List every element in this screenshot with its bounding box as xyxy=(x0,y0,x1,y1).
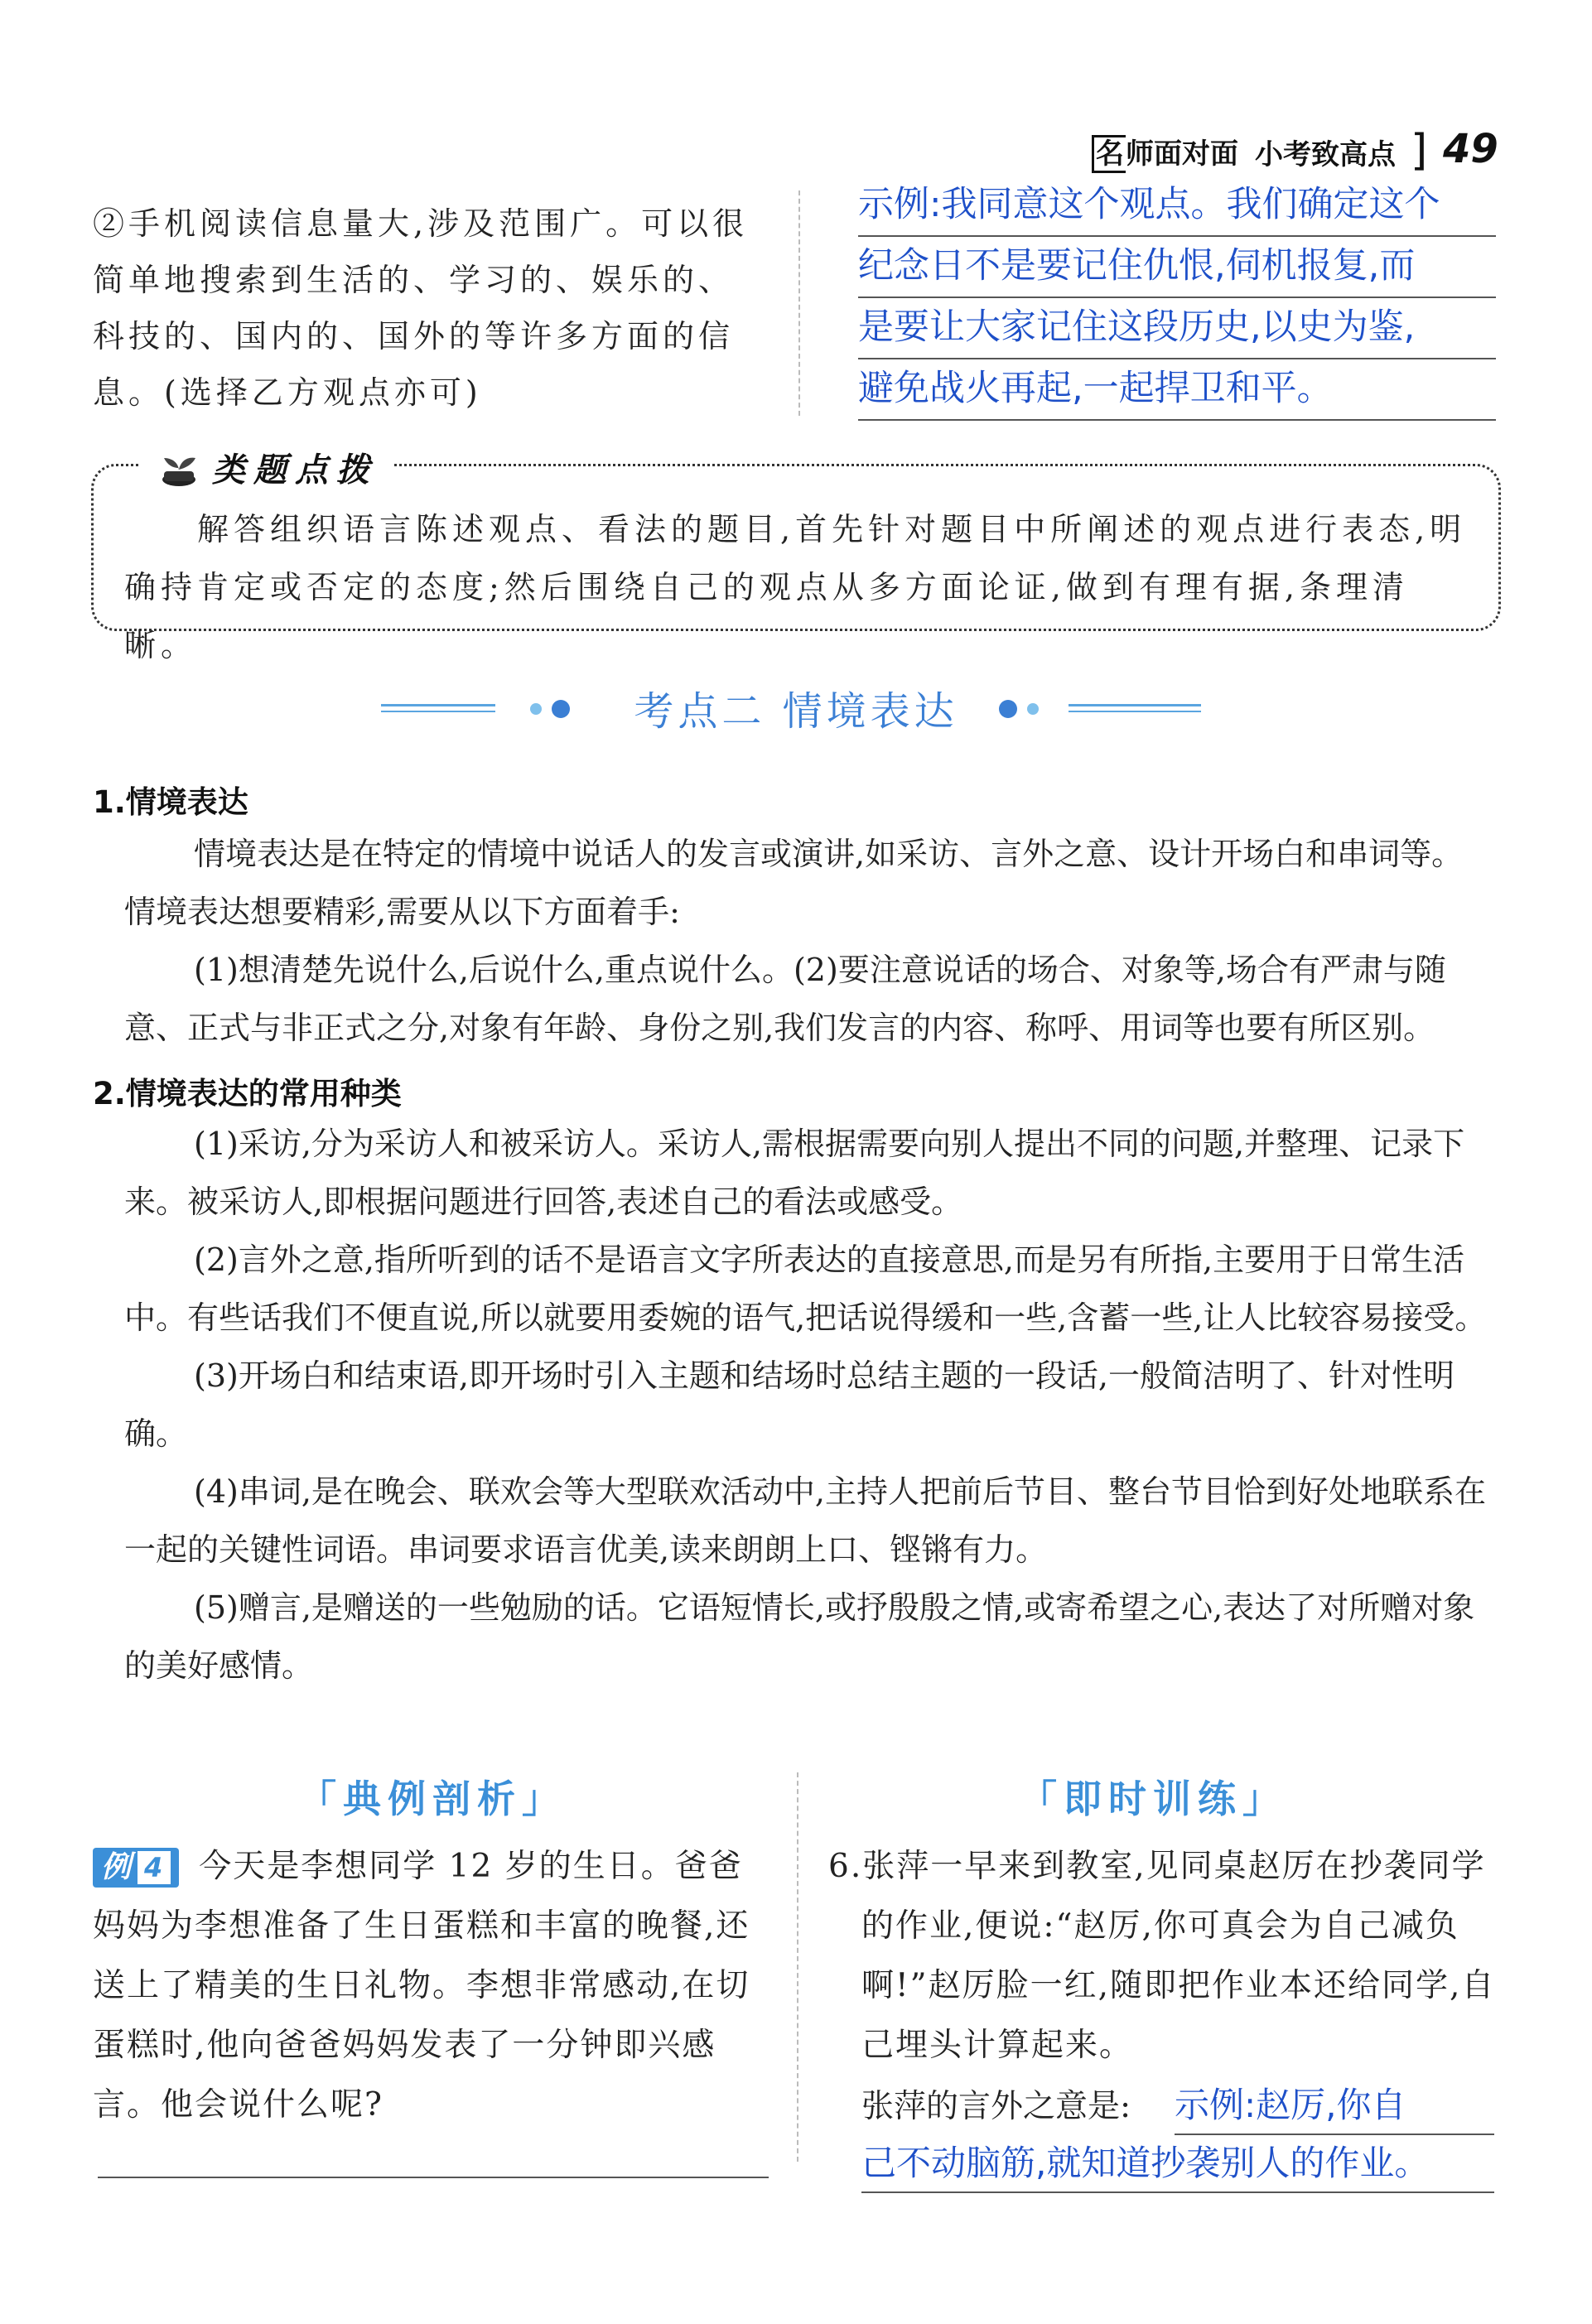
brand-logo: 名 xyxy=(1092,135,1126,173)
section-title: 考点二 情境表达 xyxy=(634,688,958,735)
answer-line: 纪念日不是要记住仇恨,伺机报复,而 xyxy=(858,237,1496,298)
paragraph: (1)想清楚先说什么,后说什么,重点说什么。(2)要注意说话的场合、对象等,场合有严肃与随意、正式与非正式之分,对象有年龄、身份之别,我们发言的内容、称呼、用词等也要有所区别。 xyxy=(124,952,1446,1046)
question-6-text: 6.张萍一早来到教室,见同桌赵厉在抄袭同学的作业,便说:“赵厉,你可真会为自己减负啊!”赵厉脸一红,随即把作业本还给同学,自己埋头计算起来。 xyxy=(828,1848,1496,2064)
column-divider xyxy=(797,1772,798,2162)
part1-heading: 1.情境表达 xyxy=(93,784,248,820)
title-rule-right-2 xyxy=(1069,711,1201,712)
right-answer xyxy=(858,176,1496,421)
example-text-block xyxy=(93,1837,765,2135)
example-text: 今天是李想同学 12 岁的生日。爸爸妈妈为李想准备了生日蛋糕和丰富的晚餐,还送上了精美的生日礼物。李想非常感动,在切蛋糕时,他向爸爸妈妈发表了一分钟即兴感言。他会说什么呢? xyxy=(93,1848,750,2124)
question-6 xyxy=(828,1837,1499,2076)
answer-line: 示例:我同意这个观点。我们确定这个 xyxy=(858,176,1496,237)
paragraph: (5)赠言,是赠送的一些勉励的话。它语短情长,或抒殷殷之情,或寄希望之心,表达了对所赠对象的美好感情。 xyxy=(124,1589,1475,1684)
part1-body xyxy=(124,825,1491,1057)
column-divider xyxy=(798,190,800,416)
example-badge-label: 例 xyxy=(101,1850,133,1884)
tip-text: 解答组织语言陈述观点、看法的题目,首先针对题目中所阐述的观点进行表态,明确持肯定或否定的态度;然后围绕自己的观点从多方面论证,做到有理有据,条理清晰。 xyxy=(124,511,1467,663)
answer-field-line2[interactable]: 己不动脑筋,就知道抄袭别人的作业。 xyxy=(861,2137,1494,2193)
example-badge xyxy=(93,1848,179,1888)
example-section-title: 「典例剖析」 xyxy=(298,1777,567,1821)
title-dot xyxy=(999,700,1017,718)
practice-section-title: 「即时训练」 xyxy=(1019,1777,1287,1821)
answer-label: 张萍的言外之意是: xyxy=(861,2088,1131,2125)
title-dot xyxy=(1027,703,1039,715)
title-rule-right xyxy=(1069,704,1201,706)
header-bracket: ] xyxy=(1411,126,1428,176)
paragraph: (1)采访,分为采访人和被采访人。采访人,需根据需要向别人提出不同的问题,并整理、记录下来。被采访人,即根据问题进行回答,表述自己的看法或感受。 xyxy=(124,1126,1465,1220)
tip-title: 类题点拨 xyxy=(212,451,378,489)
example-badge-number: 4 xyxy=(137,1851,171,1884)
paragraph: (2)言外之意,指所听到的话不是语言文字所表达的直接意思,而是另有所指,主要用于日常生活中。有些话我们不便直说,所以就要用委婉的语气,把话说得缓和一些,含蓄一些,让人比较容易接受。 xyxy=(124,1242,1487,1336)
page-number: 49 xyxy=(1443,126,1498,172)
part2-heading: 2.情境表达的常用种类 xyxy=(93,1076,402,1111)
example-answer-line xyxy=(98,2177,769,2178)
left-answer-text: ②手机阅读信息量大,涉及范围广。可以很简单地搜索到生活的、学习的、娱乐的、科技的、国内的、国外的等许多方面的信息。(选择乙方观点亦可) xyxy=(93,205,749,411)
sprout-pot-icon xyxy=(156,448,202,488)
series-name: 小考致高点 xyxy=(1255,137,1396,171)
header-brand xyxy=(1092,131,1396,172)
answer-line: 避免战火再起,一起捍卫和平。 xyxy=(858,359,1496,421)
tip-header xyxy=(141,444,393,491)
paragraph: 情境表达是在特定的情境中说话人的发言或演讲,如采访、言外之意、设计开场白和串词等。情境表达想要精彩,需要从以下方面着手: xyxy=(124,836,1464,930)
answer-line: 是要让大家记住这段历史,以史为鉴, xyxy=(858,298,1496,359)
part2-body xyxy=(124,1115,1491,1695)
paragraph: (3)开场白和结束语,即开场时引入主题和结场时总结主题的一段话,一般简洁明了、针对性明确。 xyxy=(124,1357,1455,1452)
paragraph: (4)串词,是在晚会、联欢会等大型联欢活动中,主持人把前后节目、整台节目恰到好处地联系在一起的关键性词语。串词要求语言优美,读来朗朗上口、铿锵有力。 xyxy=(124,1473,1486,1568)
answer-field-line1[interactable]: 示例:赵厉,你自 xyxy=(1175,2079,1494,2135)
brand-name: 师面对面 xyxy=(1126,137,1238,171)
